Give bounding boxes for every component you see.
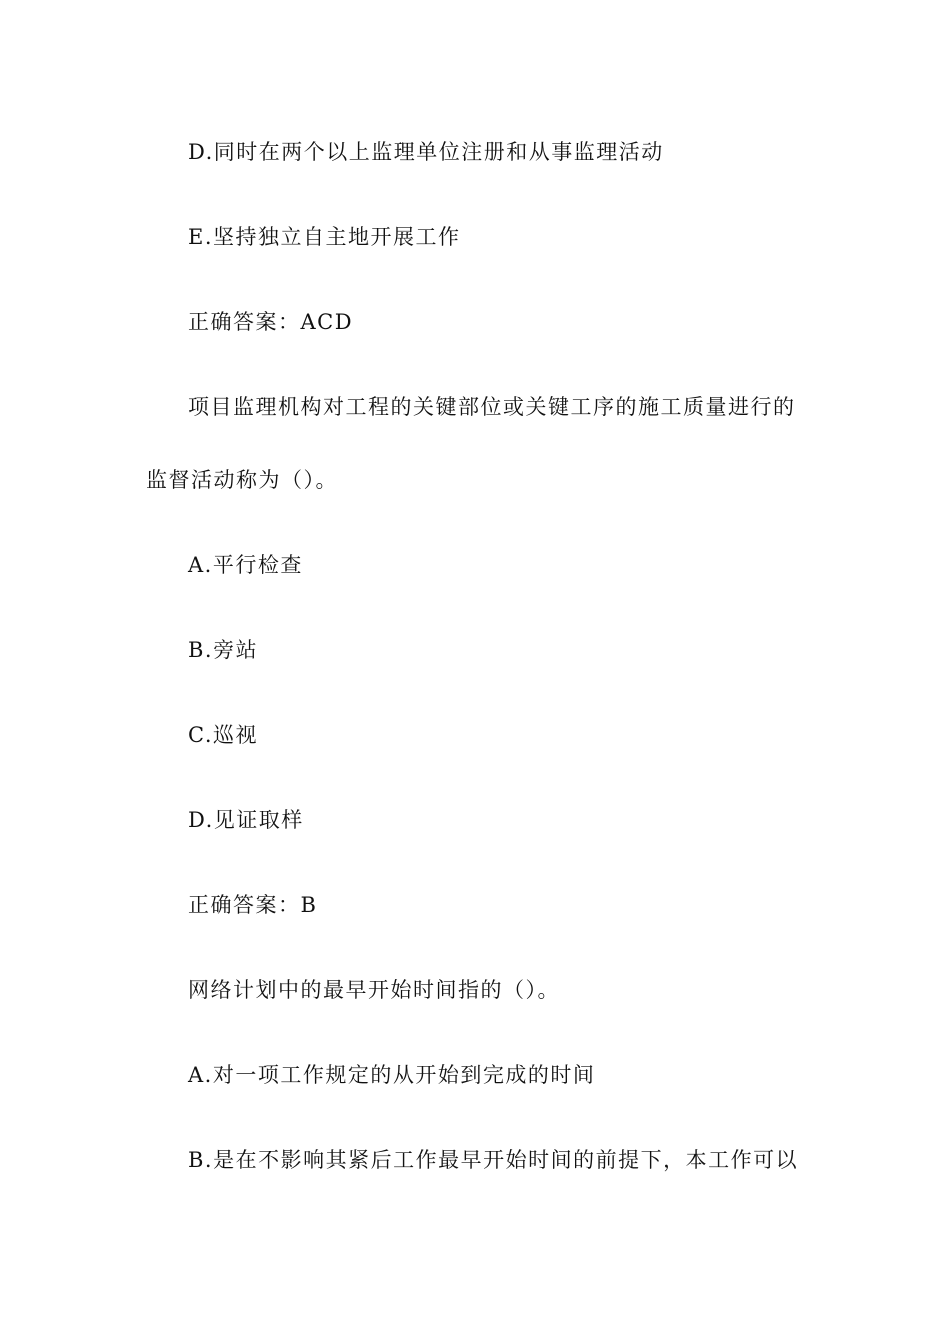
option-d-line: D.见证取样 (188, 808, 304, 832)
option-a-line: A.平行检查 (188, 553, 303, 577)
question-continuation-line: 监督活动称为（）。 (146, 468, 338, 492)
option-d-line: D.同时在两个以上监理单位注册和从事监理活动 (188, 140, 664, 164)
answer-line: 正确答案：B (188, 893, 318, 917)
answer-line: 正确答案：ACD (188, 310, 354, 334)
option-c-line: C.巡视 (188, 723, 258, 747)
option-b-line: B.旁站 (188, 638, 259, 662)
question-line: 项目监理机构对工程的关键部位或关键工序的施工质量进行的 (188, 395, 796, 419)
question-line: 网络计划中的最早开始时间指的（）。 (188, 978, 560, 1002)
option-a-line: A.对一项工作规定的从开始到完成的时间 (188, 1063, 596, 1087)
option-b-line: B.是在不影响其紧后工作最早开始时间的前提下，本工作可以 (188, 1148, 799, 1172)
option-e-line: E.坚持独立自主地开展工作 (188, 225, 461, 249)
